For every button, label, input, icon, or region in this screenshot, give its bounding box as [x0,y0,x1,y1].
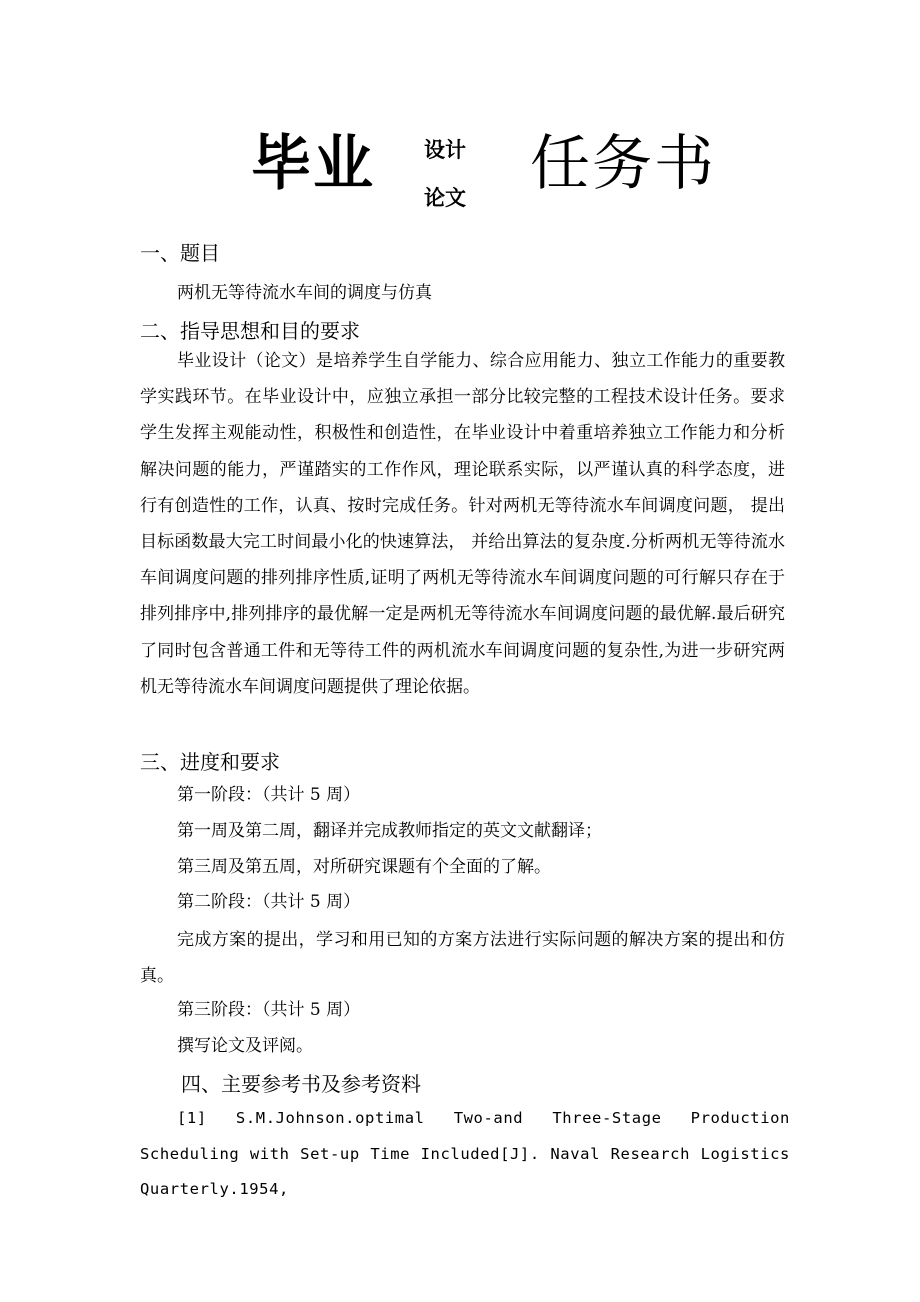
title-graduation: 毕业 [251,129,375,199]
title-thesis: 论文 [424,186,466,210]
section-3-heading: 三、进度和要求 [140,750,280,774]
title-design: 设计 [424,138,466,162]
section-1-topic: 两机无等待流水车间的调度与仿真 [177,283,432,303]
stage-2-text: 完成方案的提出，学习和用已知的方案方法进行实际问题的解决方案的提出和仿真。 [140,930,785,987]
stage-2-label: 第二阶段：（共计 5 周） [177,892,361,912]
reference-1: [1] S.M.Johnson.optimal Two-and Three-Stage Production Scheduling with Set-up Time Included[J]. Naval Research Logistics Quarterly.1954, [140,1109,790,1198]
section-1-heading: 一、题目 [140,241,220,265]
title-assignment: 任务书 [530,129,716,199]
section-2-paragraph: 毕业设计（论文）是培养学生自学能力、综合应用能力、独立工作能力的重要教学实践环节。在毕业设计中，应独立承担一部分比较完整的工程技术设计任务。要求学生发挥主观能动性，积极性和创造性，在毕业设计中着重培养独立工作能力和分析解决问题的能力，严谨踏实的工作作风，理论联系实际，以严谨认真的科学态度，进行有创造性的工作，认真、按时完成任务。针对两机无等待流水车间调度问题， 提出目标函数最大完工时间最小化的快速算法， 并给出算法的复杂度.分析两机无等待流水车间调度问题的排列排序性质,证明了两机无等待流水车间调度问题的可行解只存在于排列排序中,排列排序的最优解一定是两机无等待流水车间调度问题的最优解.最后研究了同时包含普通工件和无等待工件的两机流水车间调度问题的复杂性,为进一步研究两机无等待流水车间调度问题提供了理论依据。 [140,351,785,697]
section-4-heading: 四、主要参考书及参考资料 [181,1072,421,1096]
stage-1-weeks-1-2: 第一周及第二周，翻译并完成教师指定的英文文献翻译； [177,821,602,841]
section-2-heading: 二、指导思想和目的要求 [140,319,360,343]
stage-3-label: 第三阶段：（共计 5 周） [177,1000,361,1020]
stage-3-text: 撰写论文及评阅。 [177,1036,313,1056]
stage-1-weeks-3-5: 第三周及第五周，对所研究课题有个全面的了解。 [177,857,551,877]
stage-1-label: 第一阶段：（共计 5 周） [177,785,361,805]
